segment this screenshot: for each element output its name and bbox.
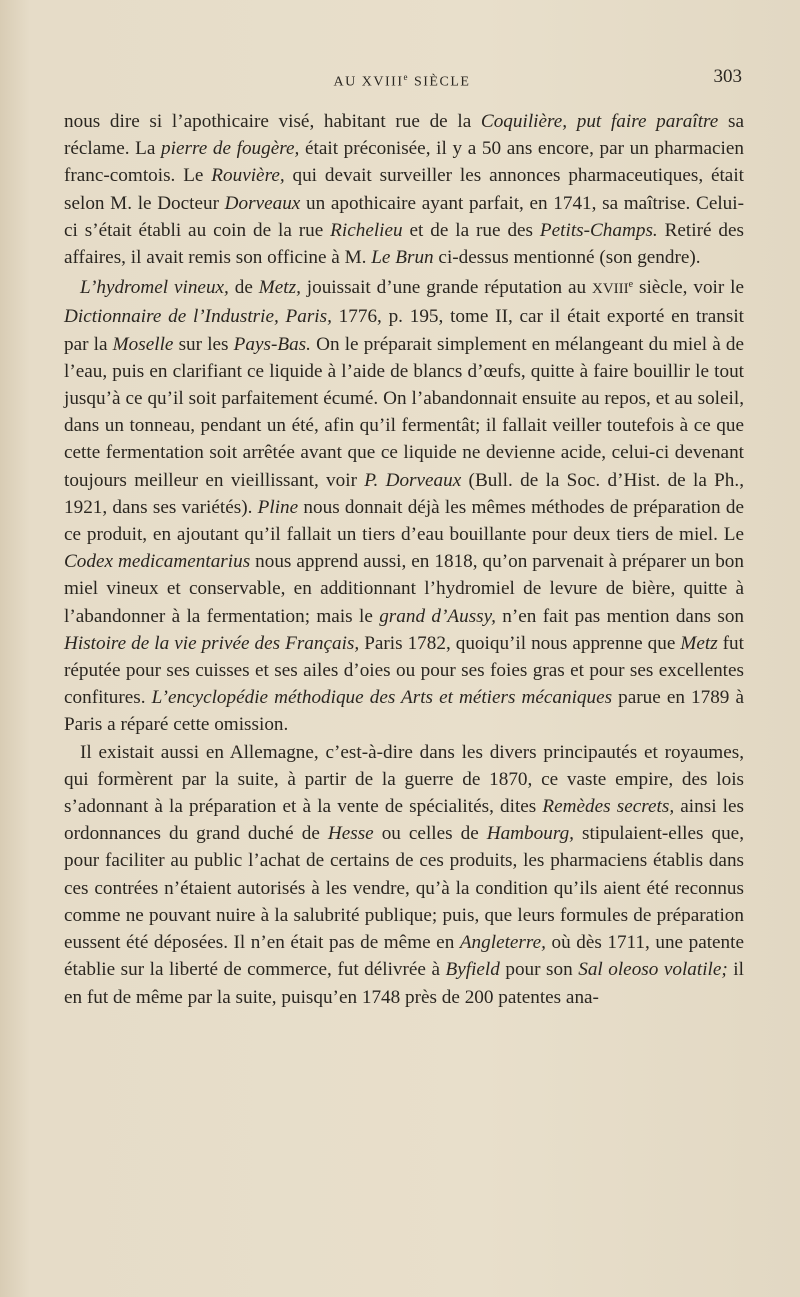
- running-head: AU XVIIIe SIÈCLE: [333, 72, 471, 90]
- page-number: 303: [713, 66, 742, 87]
- paragraph-allemagne: Il existait aussi en Allemagne, c’est-à-dire dans les divers principautés et royaumes, qui formèrent par la suite, à partir de la guerre de 1870, ce vaste empire, des lois s’adonnant à la préparation et à la vente de spécialités, dites Remèdes secrets, ainsi les ordonnances du grand duché de Hesse ou celles de Hambourg, stipulaient-elles que, pour faciliter au public l’achat de certains de ces produits, les pharmaciens établis dans ces contrées n’étaient autorisés à les vendre, qu’à la condition qu’ils aient été reconnus comme ne pouvant nuire à la salubrité publique; puis, que leurs formules de préparation eussent été déposées. Il n’en était pas de même en Angleterre, où dès 1711, une patente établie sur la liberté de commerce, fut délivrée à Byfield pour son Sal oleoso volatile; il en fut de même par la suite, puisqu’en 1748 près de 200 patentes ana-: [64, 741, 744, 1008]
- paragraph-hydromel: L’hydromel vineux, de Metz, jouissait d’une grande réputation au XVIIIe siècle, voir le Dictionnaire de l’Industrie, Paris, 1776, p. 195, tome II, car il était exporté en transit par la Moselle sur les Pays-Bas. On le préparait simplement en mélangeant du miel à de l’eau, puis en clarifiant ce liquide à l’aide de blancs d’œufs, quitte à faire bouillir le tout jusqu’à ce qu’il soit parfaitement écumé. On l’abandonnait ensuite au repos, et au soleil, dans un tonneau, pendant un été, afin qu’il fermentât; il fallait veiller toutefois à ce que cette fermentation soit arrêtée avant que ce liquide ne devienne acide, celui-ci devenant toujours meilleur en vieillissant, voir P. Dorveaux (Bull. de la Soc. d’Hist. de la Ph., 1921, dans ses variétés). Pline nous donnait déjà les mêmes méthodes de préparation de ce produit, en ajoutant qu’il fallait un tiers d’eau bouillante pour deux tiers de miel. Le Codex medicamentarius nous apprend aussi, en 1818, qu’on parvenait à préparer un bon miel vineux et conservable, en additionnant l’hydromiel de levure de bière, quitte à l’abandonner à la fermentation; mais le grand d’Aussy, n’en fait pas mention dans son Histoire de la vie privée des Français, Paris 1782, quoiqu’il nous apprenne que Metz fut réputée pour ses cuisses et ses ailes d’oies ou pour ses foies gras et pour ses excellentes confitures. L’encyclopédie méthodique des Arts et métiers mécaniques parue en 1789 à Paris a réparé cette omission.: [64, 277, 745, 736]
- paragraph-apothicaire: nous dire si l’apothicaire visé, habitant rue de la Coquilière, put faire paraître sa réclame. La pierre de fougère, était préconisée, il y a 50 ans encore, par un pharmacien franc-comtois. Le Rouvière, qui devait surveiller les annonces pharmaceutiques, était selon M. le Docteur Dorveaux un apothicaire ayant parfait, en 1741, sa maîtrise. Celui-ci s’était établi au coin de la rue Richelieu et de la rue des Petits-Champs. Retiré des affaires, il avait remis son officine à M. Le Brun ci-dessus mentionné (son gendre).: [64, 111, 744, 269]
- body-text: [64, 108, 744, 1011]
- page-header: [62, 66, 742, 96]
